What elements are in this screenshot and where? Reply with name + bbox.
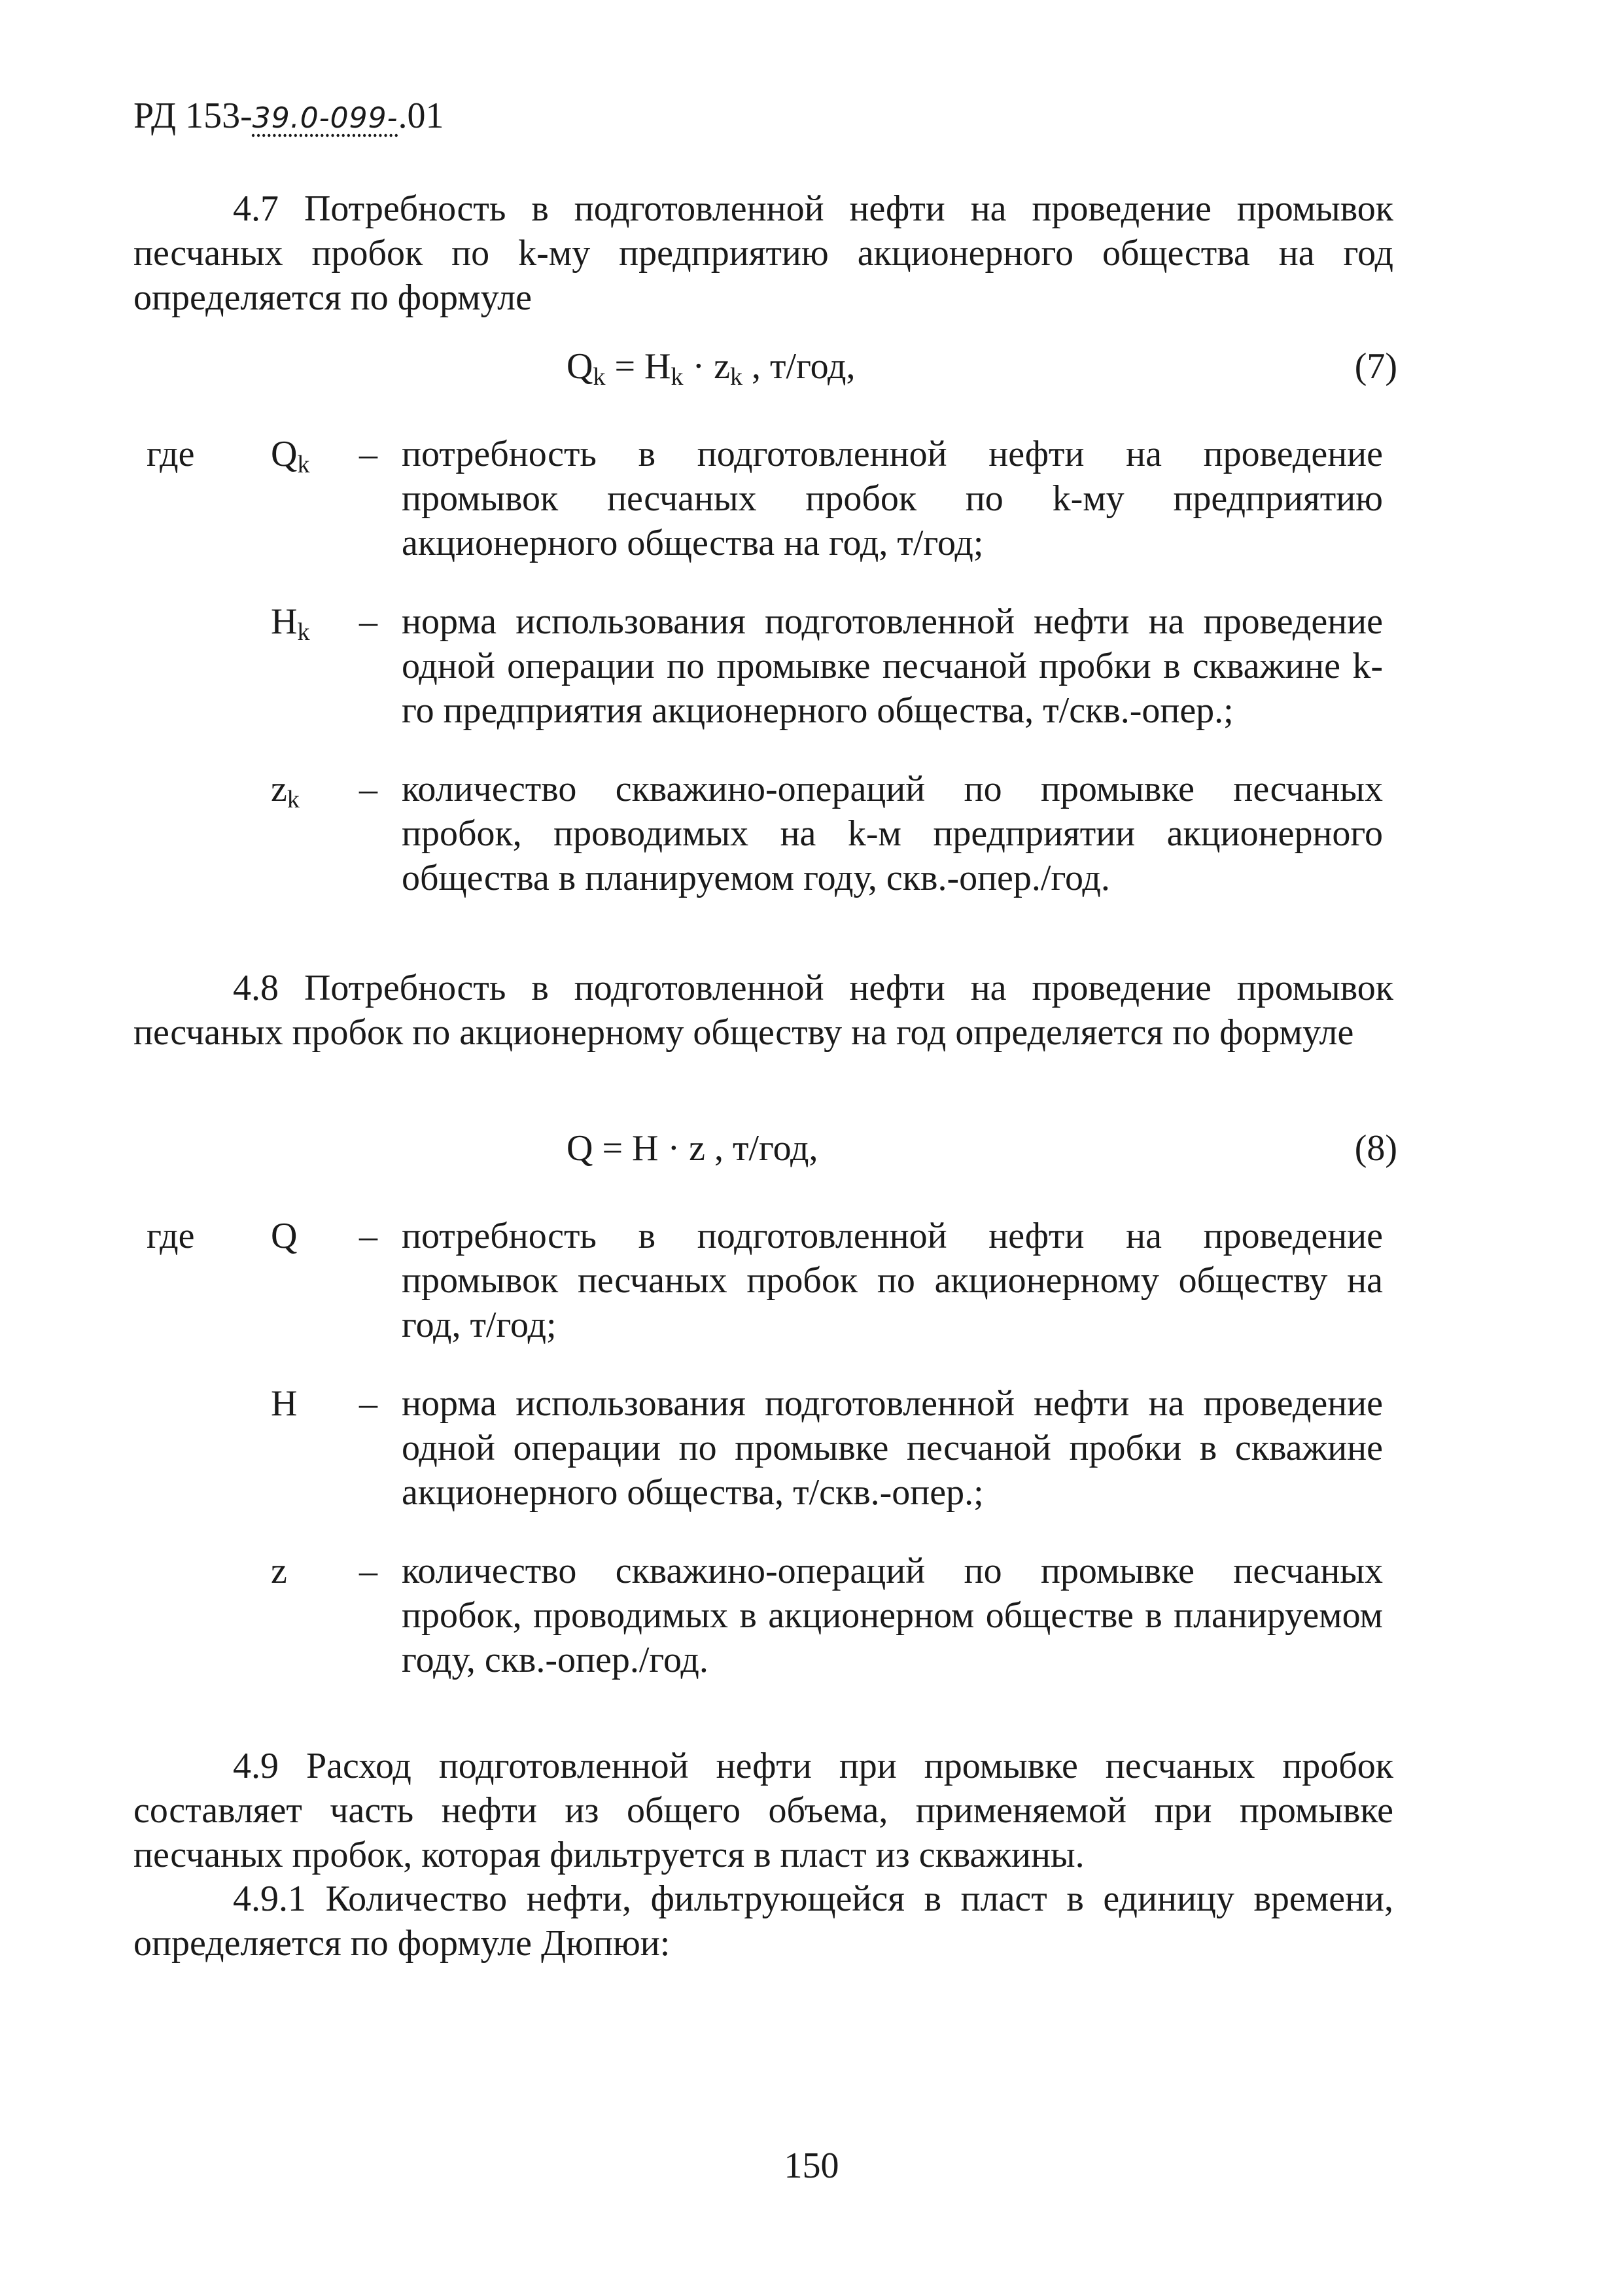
paragraph-text: Потребность в подготовленной нефти на проведение промывок песчаных пробок по k-му предприятию акционерного общества на год определяется по формуле: [133, 188, 1393, 318]
definition-symbol: $Q_k$: [271, 434, 310, 478]
definition-item: [133, 599, 1393, 733]
page-number: 150: [784, 2146, 839, 2186]
definition-dash: –: [359, 601, 377, 642]
paragraph-4-8: [133, 966, 1393, 1055]
where-label: где: [147, 1216, 195, 1256]
formula-7-number: (7): [1354, 346, 1397, 387]
definitions-formula-8: [133, 1214, 1393, 1682]
paragraph-text: Количество нефти, фильтрующейся в пласт в единицу времени, определяется по формуле Дюпюи:: [133, 1879, 1394, 1964]
section-number: 4.7: [233, 188, 279, 229]
definition-text: норма использования подготовленной нефти на проведение одной операции по промывке песчаной пробки в скважине акционерного общества, т/скв.-опер.;: [402, 1383, 1383, 1513]
where-label: где: [147, 434, 195, 474]
definition-text: норма использования подготовленной нефти на проведение одной операции по промывке песчаной пробки в скважине k-го предприятия акционерного общества, т/скв.-опер.;: [402, 601, 1383, 731]
definition-text: потребность в подготовленной нефти на проведение промывок песчаных пробок по k-му предприятию акционерного общества на год, т/год;: [402, 434, 1383, 563]
definition-item: [133, 432, 1393, 565]
section-number: 4.9.1: [233, 1879, 306, 1919]
document-code-prefix: РД 153-: [133, 96, 253, 136]
definition-symbol: $z_k$: [271, 769, 300, 813]
definition-symbol: z: [271, 1551, 287, 1591]
definition-symbol: Q: [271, 1216, 298, 1256]
definition-item: [133, 1214, 1393, 1347]
definition-dash: –: [359, 1383, 377, 1424]
document-code-suffix: .01: [398, 96, 444, 136]
formula-8-number: (8): [1354, 1128, 1397, 1169]
formula-7-expression: $Q_k = H_k \cdot z_k$ , т/год,: [567, 346, 856, 391]
section-number: 4.9: [233, 1746, 279, 1786]
formula-7: [0, 340, 1623, 393]
definition-dash: –: [359, 1551, 377, 1591]
definition-dash: –: [359, 769, 377, 809]
definition-text: потребность в подготовленной нефти на проведение промывок песчаных пробок по акционерному обществу на год, т/год;: [402, 1216, 1383, 1345]
paragraph-4-9-1: [133, 1877, 1393, 1966]
paragraph-text: Потребность в подготовленной нефти на проведение промывок песчаных пробок по акционерному обществу на год определяется по формуле: [133, 968, 1393, 1053]
definitions-formula-7: [133, 432, 1393, 900]
definition-item: [133, 1381, 1393, 1515]
definition-item: [133, 767, 1393, 900]
definition-symbol: H: [271, 1383, 298, 1424]
paragraph-text: Расход подготовленной нефти при промывке песчаных пробок составляет часть нефти из общего объема, применяемой при промывке песчаных пробок, которая фильтруется в пласт из скважины.: [133, 1746, 1394, 1875]
formula-8: [0, 1122, 1623, 1174]
section-number: 4.8: [233, 968, 279, 1008]
document-code-handwritten: 39.0-099-: [252, 101, 398, 135]
definition-item: [133, 1549, 1393, 1682]
definition-text: количество скважино-операций по промывке песчаных пробок, проводимых на k-м предприятии акционерного общества в планируемом году, скв.-опер./год.: [402, 769, 1383, 898]
definition-dash: –: [359, 434, 377, 474]
document-code: [133, 93, 444, 141]
definition-dash: –: [359, 1216, 377, 1256]
paragraph-4-7: [133, 186, 1393, 320]
formula-8-expression: Q = H · z , т/год,: [567, 1128, 818, 1169]
paragraph-4-9: [133, 1744, 1393, 1877]
definition-text: количество скважино-операций по промывке песчаных пробок, проводимых в акционерном обществе в планируемом году, скв.-опер./год.: [402, 1551, 1383, 1680]
definition-symbol: $H_k$: [271, 601, 310, 646]
